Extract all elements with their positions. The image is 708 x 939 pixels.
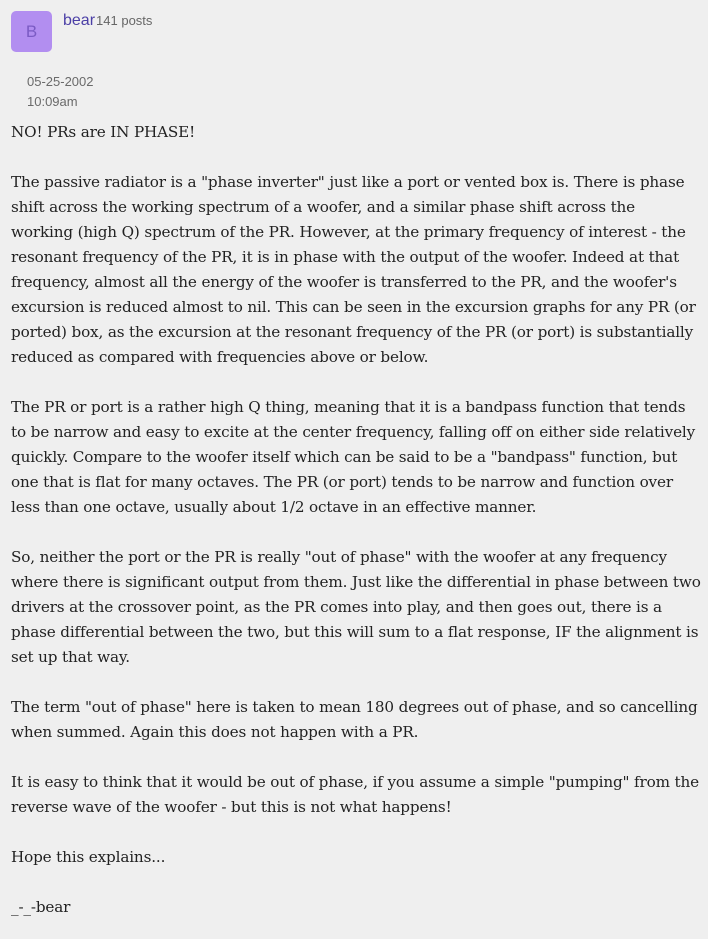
- post-paragraph: The passive radiator is a "phase inverter" just like a port or vented box is. There is phase shift across the working spectrum of a woofer, and a similar phase shift across the working (high Q) spectrum of the PR. However, at the primary frequency of interest - the resonant frequency of the PR, it is in phase with the output of the woofer. Indeed at that frequency, almost all the energy of the woofer is transferred to the PR, and the woofer's excursion is reduced almost to nil. This can be seen in the excursion graphs for any PR (or ported) box, as the excursion at the resonant frequency of the PR (or port) is substantially reduced as compared with frequencies above or below.: [11, 173, 696, 366]
- post-paragraph: The term "out of phase" here is taken to mean 180 degrees out of phase, and so cancelling when summed. Again this does not happen with a PR.: [11, 698, 698, 741]
- author-name-link[interactable]: bear: [63, 12, 96, 29]
- post-date: 05-25-2002: [27, 74, 94, 89]
- post-timestamp[interactable]: [27, 72, 94, 112]
- post-time: 10:09am: [27, 94, 78, 109]
- post-paragraph: NO! PRs are IN PHASE!: [11, 123, 196, 141]
- post-paragraph: So, neither the port or the PR is really "out of phase" with the woofer at any frequency where there is significant output from them. Just like the differential in phase between two drivers at the crossover point, as the PR comes into play, and then goes out, there is a phase differential between the two, but this will sum to a flat response, IF the alignment is set up that way.: [11, 548, 701, 666]
- post-body: [11, 120, 701, 939]
- post-paragraph: The PR or port is a rather high Q thing, meaning that it is a bandpass function that tends to be narrow and easy to excite at the center frequency, falling off on either side relatively quickly. Compare to the woofer itself which can be said to be a "bandpass" function, but one that is flat for many octaves. The PR (or port) tends to be narrow and function over less than one octave, usually about 1/2 octave in an effective manner.: [11, 398, 696, 516]
- post-author-header: [11, 11, 152, 52]
- avatar[interactable]: [11, 11, 52, 52]
- post-signature: _-_-bear: [11, 898, 71, 916]
- avatar-letter: B: [25, 21, 38, 41]
- post-paragraph: Hope this explains...: [11, 848, 166, 866]
- author-info: [63, 12, 152, 30]
- author-post-count: 141 posts: [96, 13, 153, 28]
- post-paragraph: It is easy to think that it would be out of phase, if you assume a simple "pumping" from the reverse wave of the woofer - but this is not what happens!: [11, 773, 699, 816]
